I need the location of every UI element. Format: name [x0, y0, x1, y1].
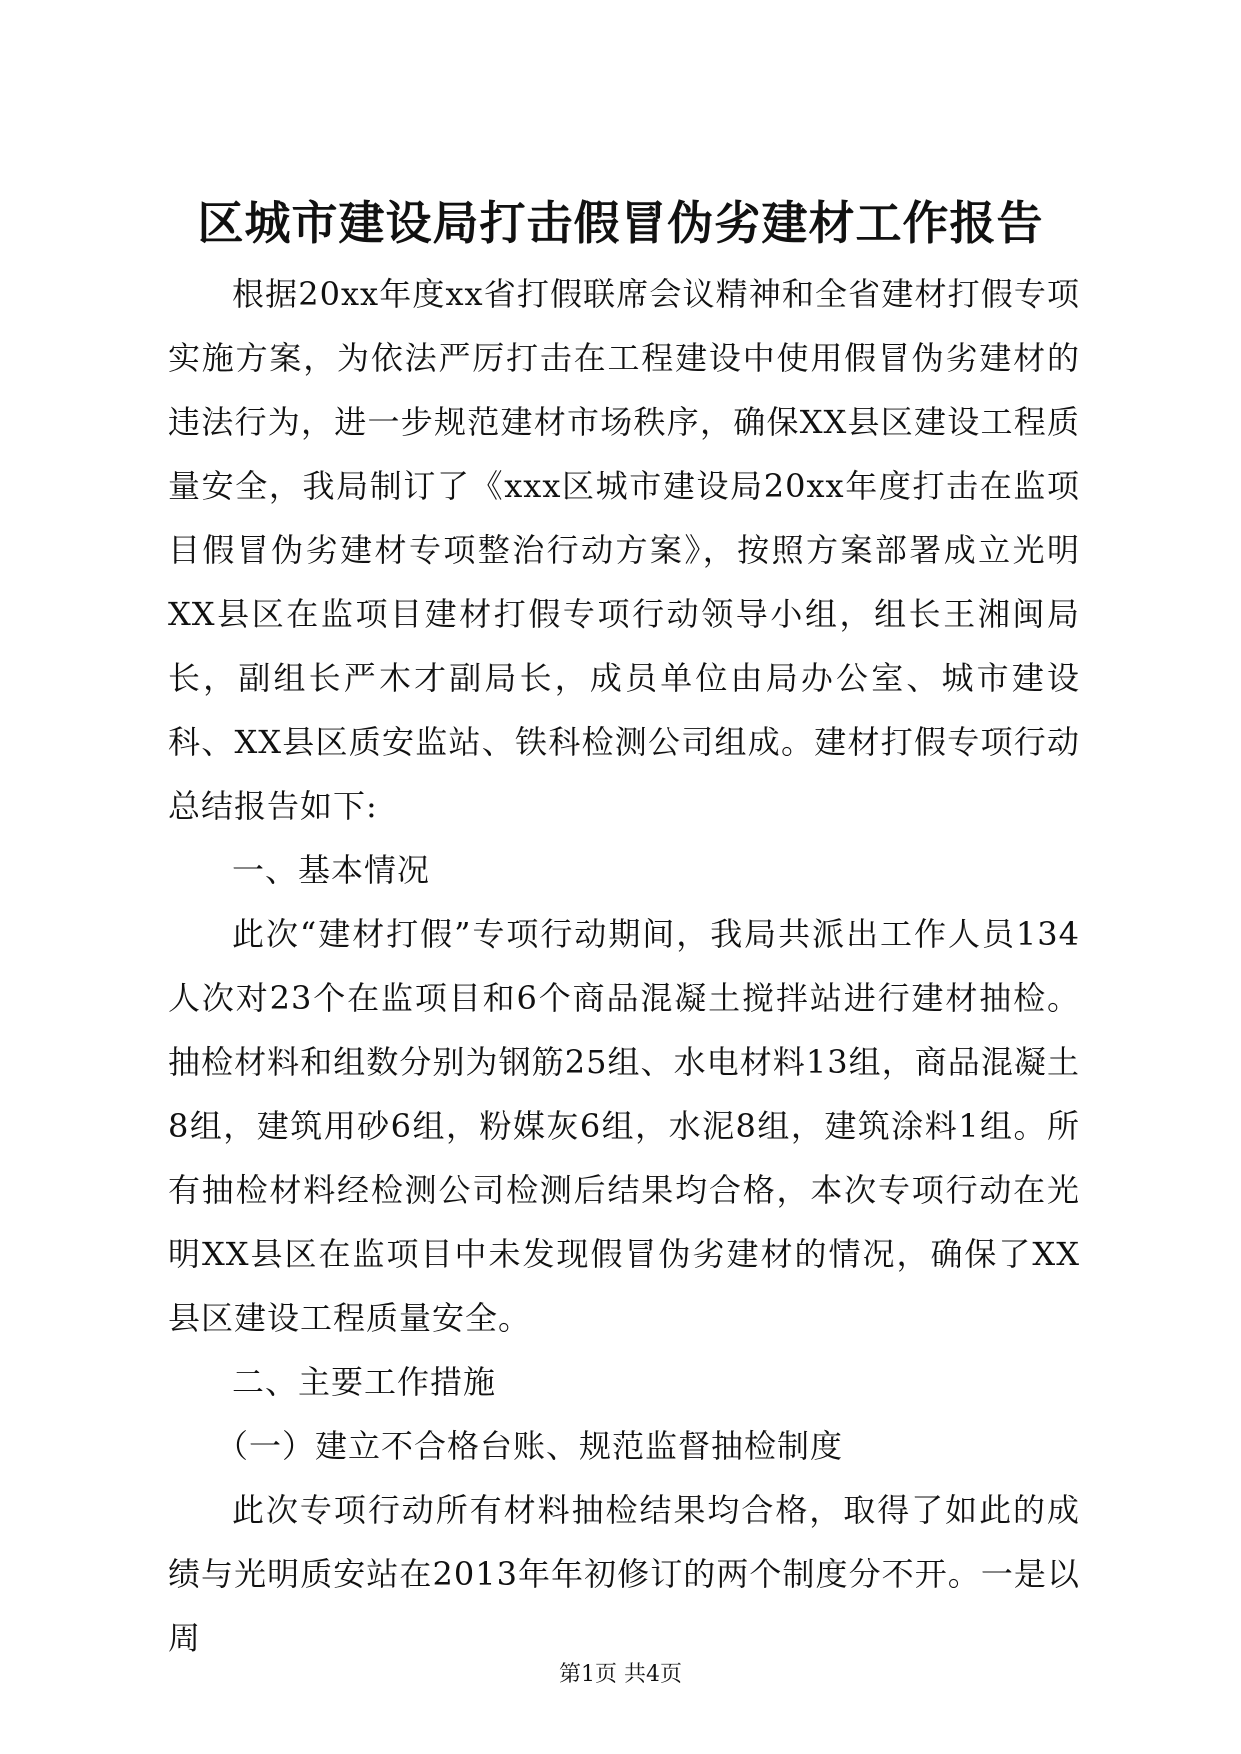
- document-body: [168, 262, 1080, 1670]
- subsection-heading-1: （一）建立不合格台账、规范监督抽检制度: [216, 1427, 844, 1465]
- page-number-footer: 第1页 共4页: [559, 1662, 682, 1687]
- section-heading-basic-situation: 一、基本情况: [232, 851, 431, 889]
- paragraph-basic-situation: 此次“建材打假”专项行动期间，我局共派出工作人员134人次对23个在监项目和6个商品混凝土搅拌站进行建材抽检。抽检材料和组数分别为钢筋25组、水电材料13组，商品混凝土8组，建筑用砂6组，粉媒灰6组，水泥8组，建筑涂料1组。所有抽检材料经检测公司检测后结果均合格，本次专项行动在光明XX县区在监项目中未发现假冒伪劣建材的情况，确保了XX县区建设工程质量安全。: [168, 915, 1080, 1337]
- document-title: 区城市建设局打击假冒伪劣建材工作报告: [197, 196, 1044, 250]
- paragraph-measures: 此次专项行动所有材料抽检结果均合格，取得了如此的成绩与光明质安站在2013年年初修订的两个制度分不开。一是以周: [168, 1491, 1080, 1657]
- section-heading-main-measures: 二、主要工作措施: [232, 1363, 497, 1401]
- paragraph-intro: 根据20xx年度xx省打假联席会议精神和全省建材打假专项实施方案，为依法严厉打击在工程建设中使用假冒伪劣建材的违法行为，进一步规范建材市场秩序，确保XX县区建设工程质量安全，我局制订了《xxx区城市建设局20xx年度打击在监项目假冒伪劣建材专项整治行动方案》，按照方案部署成立光明XX县区在监项目建材打假专项行动领导小组，组长王湘闽局长，副组长严木才副局长，成员单位由局办公室、城市建设科、XX县区质安监站、铁科检测公司组成。建材打假专项行动总结报告如下:: [168, 275, 1080, 825]
